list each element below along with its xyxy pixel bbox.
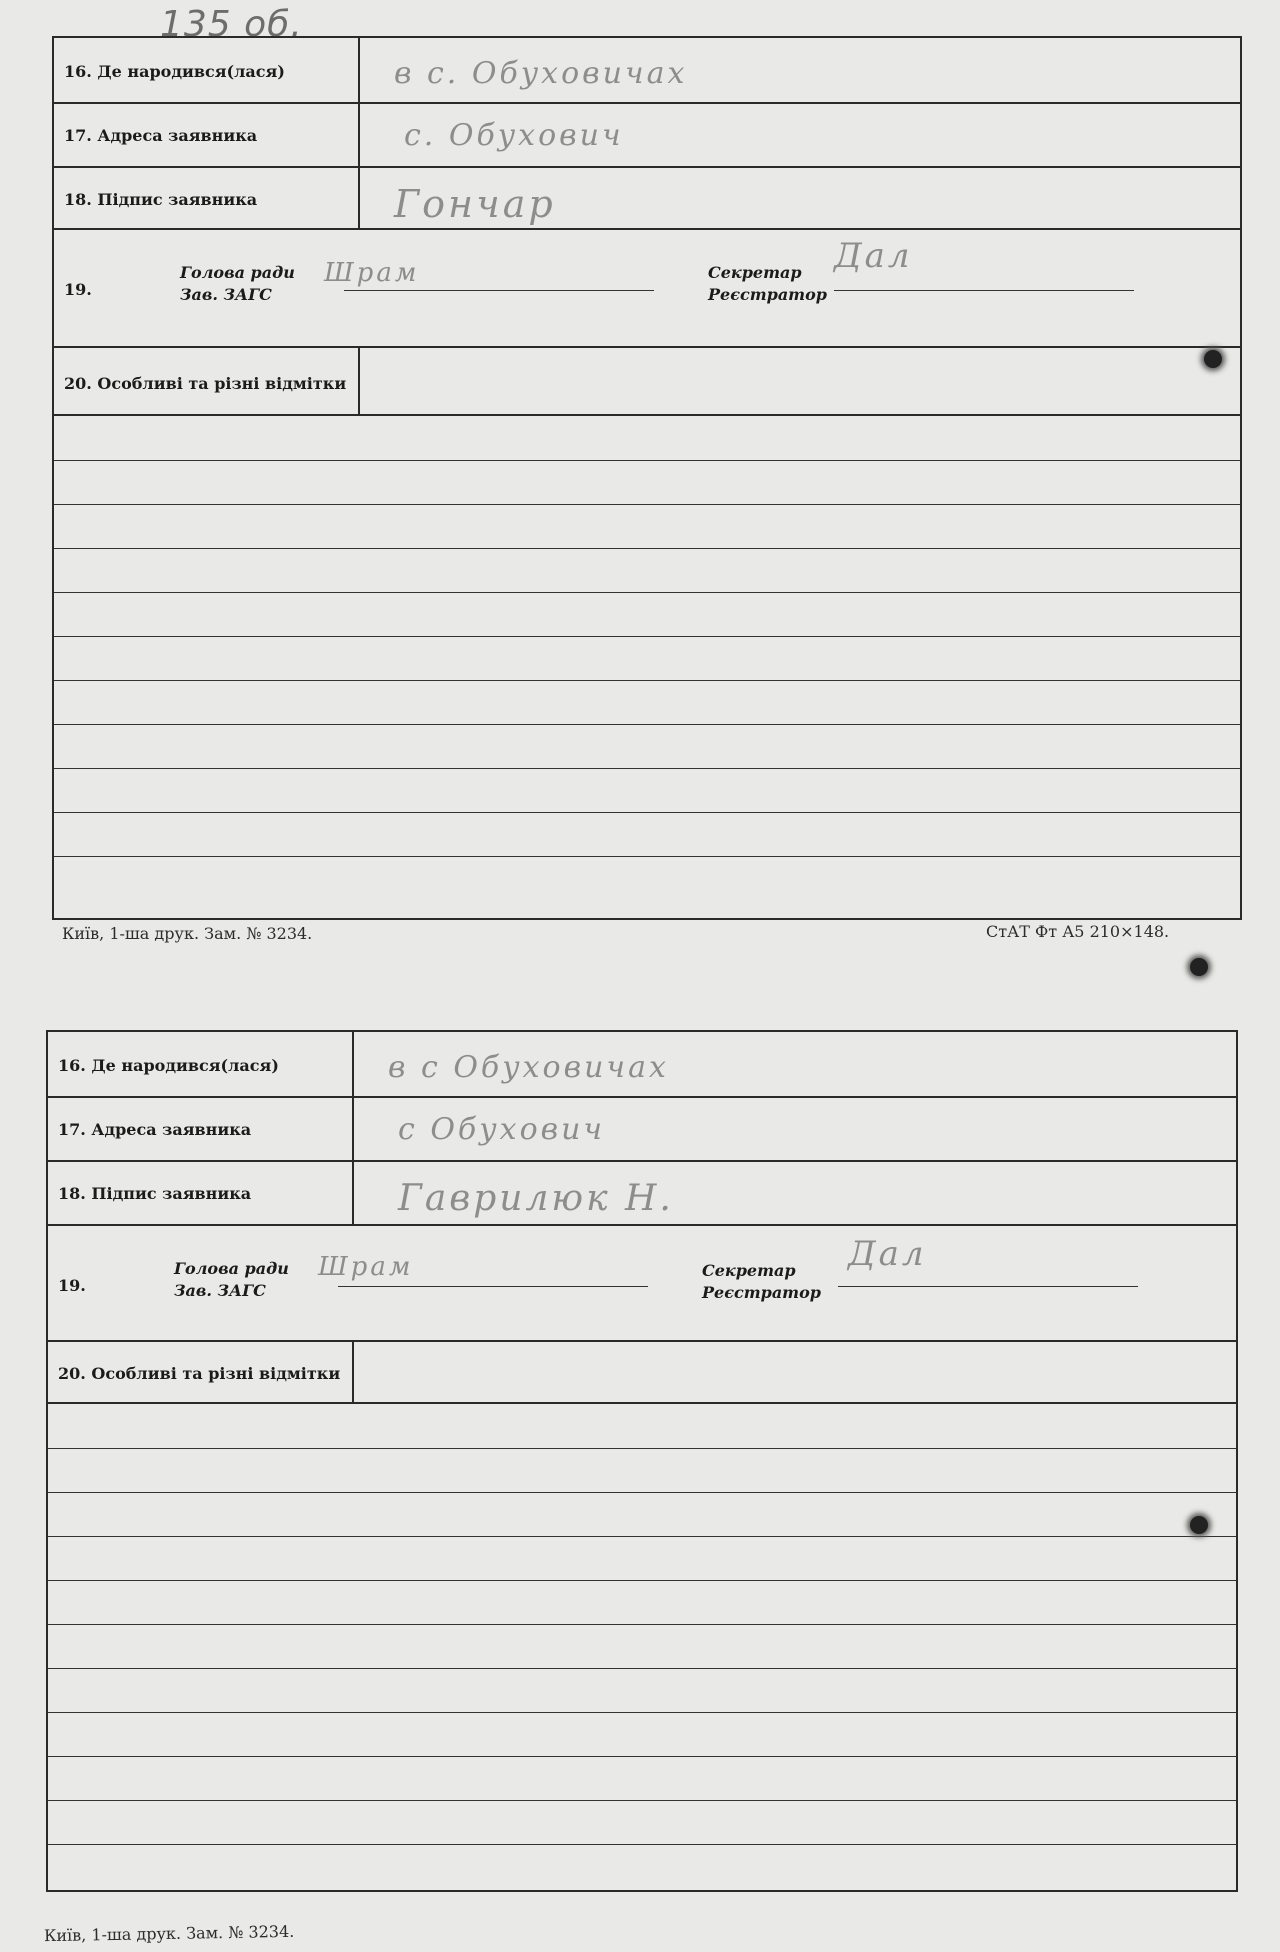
signature-label: 18. Підпис заявника [64,190,258,209]
official-number: 19. [64,280,92,299]
punch-hole-mark [1204,350,1222,368]
birthplace-label: 16. Де народився(лася) [58,1056,279,1075]
row-birthplace [54,38,1240,104]
secretary-title: Секретар Реєстратор [702,1261,821,1302]
head-title: Голова ради Зав. ЗАГС [174,1259,289,1300]
notes-label: 20. Особливі та різні відмітки [64,374,347,393]
signature-value: Гончар [394,182,556,226]
secretary-title: Секретар Реєстратор [708,263,827,304]
row-notes [54,348,1240,416]
notes-label: 20. Особливі та різні відмітки [58,1364,341,1383]
row-signature [54,168,1240,230]
row-address [48,1098,1236,1162]
address-label: 17. Адреса заявника [58,1120,252,1139]
notes-lines [48,1404,1236,1890]
notes-lines [54,416,1240,918]
row-birthplace [48,1032,1236,1098]
birthplace-label: 16. Де народився(лася) [64,62,285,81]
signature-label: 18. Підпис заявника [58,1184,252,1203]
registration-form-2 [46,1030,1238,1892]
secretary-signature: Дал [848,1234,927,1274]
address-value: с. Обухович [404,118,624,153]
official-number: 19. [58,1276,86,1295]
birthplace-value: в с Обуховичах [388,1050,669,1085]
head-signature: Шрам [318,1252,414,1282]
row-notes [48,1342,1236,1404]
punch-hole-mark [1190,958,1208,976]
secretary-signature: Дал [834,236,913,276]
footer-print-info: Київ, 1-ша друк. Зам. № 3234. [62,924,313,943]
page-number-stamp: 135 об. [160,4,303,45]
head-title: Голова ради Зав. ЗАГС [180,263,295,304]
row-officials [48,1226,1236,1342]
footer-print-info: Київ, 1-ша друк. Зам. № 3234. [43,1921,295,1946]
row-signature [48,1162,1236,1226]
row-officials [54,230,1240,348]
row-address [54,104,1240,168]
address-value: с Обухович [398,1112,606,1147]
birthplace-value: в с. Обуховичах [394,56,688,91]
footer-format: СтАТ Фт А5 210×148. [986,922,1170,941]
registration-form-1 [52,36,1242,920]
signature-value: Гаврилюк Н. [398,1178,674,1219]
head-signature: Шрам [324,258,420,288]
punch-hole-mark [1190,1516,1208,1534]
address-label: 17. Адреса заявника [64,126,258,145]
